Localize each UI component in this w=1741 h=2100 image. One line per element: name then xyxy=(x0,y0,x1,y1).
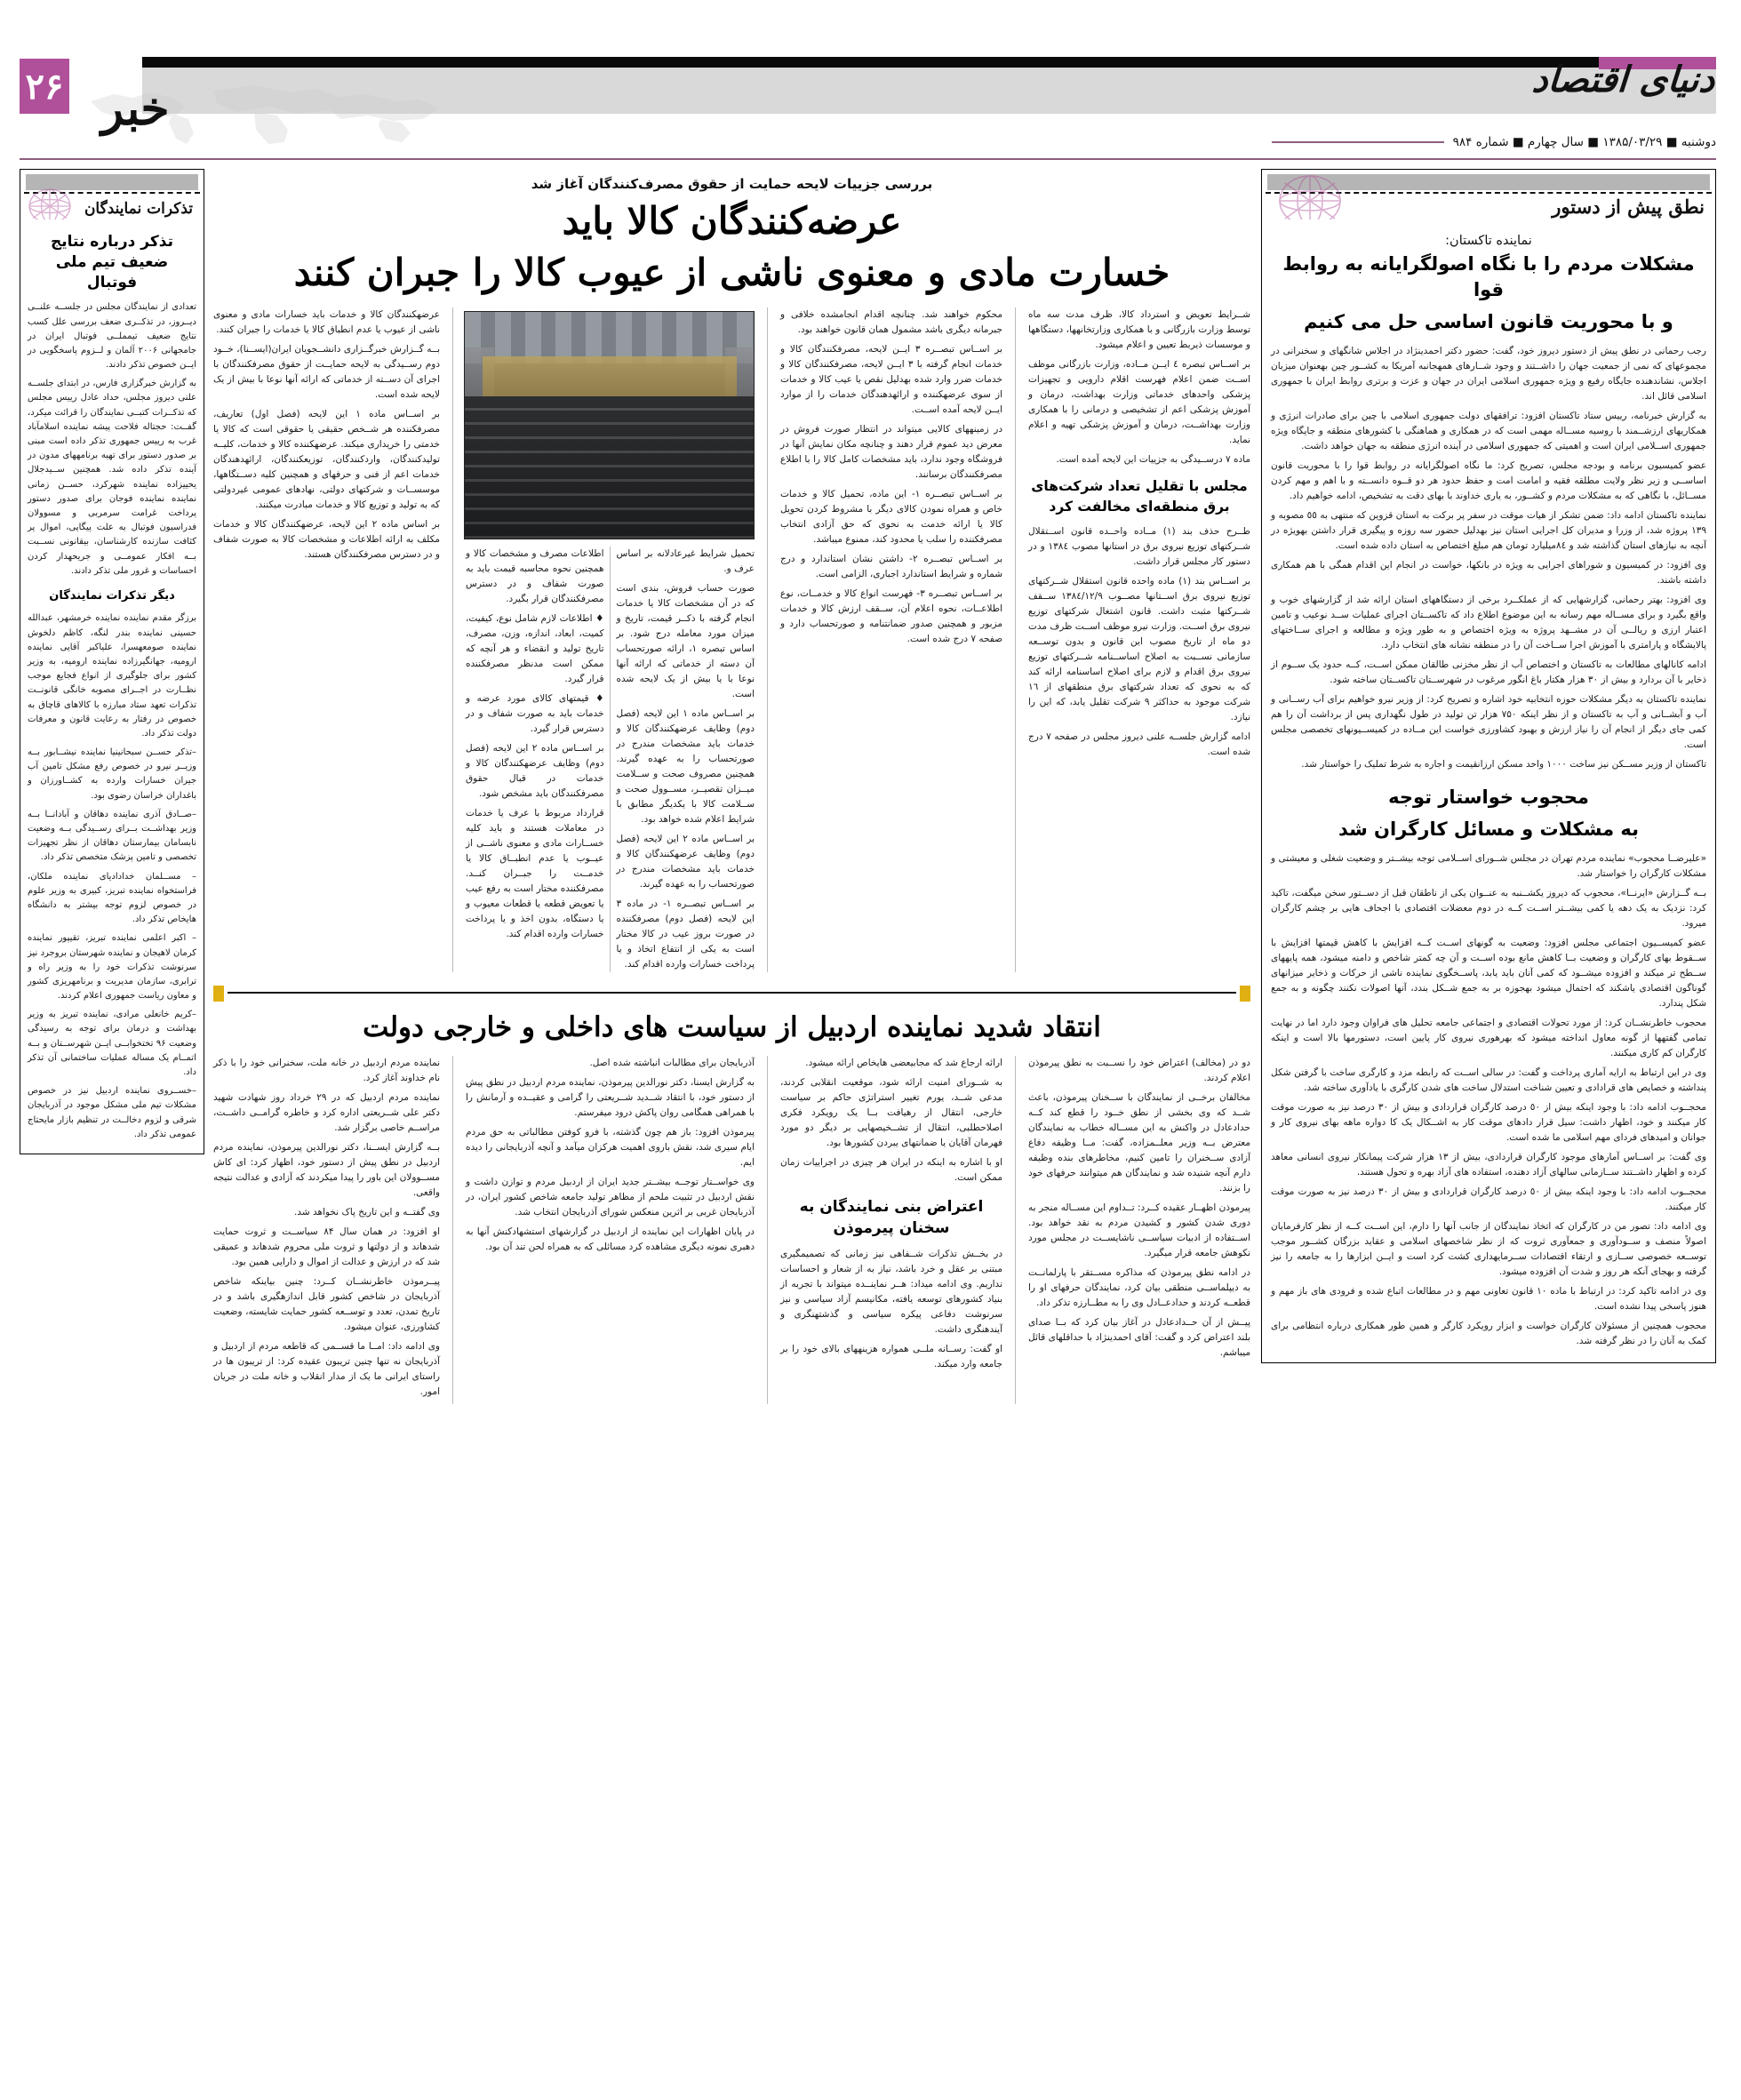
column-rule xyxy=(767,307,768,972)
left-sidebar-article xyxy=(20,220,204,1154)
second-col-4 xyxy=(213,1056,440,1400)
page-section-title: خبر xyxy=(101,82,170,136)
paragraph: او با اشاره به اینکه در ایران هر چیزی در اجراییات زمان ممکن است. xyxy=(780,1156,1002,1183)
lead-col-group-center xyxy=(466,307,755,972)
paragraph: در زمینههای کالایی میتواند در انتظار صورت فروش در معرض دید عموم قرار دهند و چنانچه مکان نمایش آنها در فروشگاه وجود ندارد، باید مشخصات کامل کالا را با اطلاع مصرفکنندگان برسانند. xyxy=(780,423,1002,480)
paragraph: پیرموذن افزود: باز هم چون گذشته، با فرو کوفتن مطالباتی به حق مردم ایام سیری شد، نقش باروی اهمیت هرکزان میآمد و آنچه آذربایجانی را دیده ایم. xyxy=(466,1126,755,1168)
dateline-rule xyxy=(1272,141,1444,143)
left-sidebar-column xyxy=(20,169,204,2077)
column-rule xyxy=(1015,307,1016,972)
paragraph: بر اســاس تبصــره ٣ ایــن لایحه، مصرفکنندگان کالا و خدمات انجام گرفته با ٣ ایــن لایحه، مصرفکنندگان کالا و خدمات ضرر وارد شده بهدلیل نقص یا عیب کالا و خدمات از سوی عرضهکننده و ارائهدهندگان خدمات را از موارد ایــن لایحه آمده اســت. xyxy=(780,343,1002,415)
paragraph: نماینده مردم اردبیل در خانه ملت، سخنرانی خود را با ذکر نام خداوند آغاز کرد. xyxy=(213,1057,440,1083)
second-col-3-wrap xyxy=(466,1056,755,1404)
dateline-text: دوشنبه ■ ۱۳۸۵/۰۳/۲۹ ■ سال چهارم ■ شماره ۹۸۴ xyxy=(1452,135,1716,149)
dateline xyxy=(1272,135,1716,149)
paragraph: وی در این ارتباط به ارایه آماری پرداخت و گفت: در سالی اســت که رابطه مزد و کارگری ساخت با گرفتن شکل پنداشته و خصایص های قرادادی و تعیین شناخت استدلال ساخت های شدن کارگری با یادآوری ساخته شد. xyxy=(1271,1066,1706,1093)
paragraph: بر اســاس ماده ۱ این لایحه (فصل اول) تعاریف، مصرفکننده هر شــخص حقیقی یا حقوقی است که کالا یا خدمتی را خریداری میکند. عرضهکننده کالا و خدمات، کلیــه تولیدکنندگان، واردکنندگان، توزیعکنندگان، ارائهدهندگان خدمات اعم از فنی و حرفهای و همچنین کلیه دســتگاهها، موسســات و شرکتهای دولتی، نهادهای عمومی غیردولتی که به تولید و توزیع کالا و خدمات مبادرت میکنند. xyxy=(213,408,440,510)
paragraph: به گزارش ایسنا، دکتر نورالدین پیرموذن، نماینده مردم اردبیل در نطق پیش از دستور خود، با انتقاد شــدید شــریعتی را گرامی و عقیــده و آرمانش را با همراهی همگامی روان پاکش درود میفرستم. xyxy=(466,1076,755,1118)
column-rule xyxy=(1015,1056,1016,1404)
right-article-2-body xyxy=(1271,851,1706,1349)
section-divider xyxy=(213,985,1250,1001)
second-col-2 xyxy=(780,1056,1002,1186)
lead-cols-3-4 xyxy=(466,547,755,972)
globe-icon xyxy=(1269,170,1351,220)
paragraph: وی افزود: در کمیسیون و شوراهای اجرایی به ویژه در بانکها، خواست در انجام این اقدام همگی با هم همکاری داشته باشند. xyxy=(1271,559,1706,586)
paragraph: عضو کمیســیون اجتماعی مجلس افزود: وضعیت به گونهای اســت کــه افزایش با کاهش قیمتها افزایش با ســقوط بهای کارگران و وضعیت بــا کاهش مانع بوده اســت و آن چه کمتر شاخص و دامنه میشود، همه پایههای ســطح تر میکند و افزوده میشــود که کمی آنان باید یابد، پاســخگوی نماینده ناشی از حرکات و ذخایر میزانهای گوناگون اقتصادی یاشکند که احتمال میشود بهجوزه بر به جمع شــکل بندد، آنها اصولات نکنند چگونه و به جمع شکل پندارد. xyxy=(1271,937,1706,1009)
paragraph: ارائه ارجاع شد که مجابیعضی هایخاص ارائه میشود. xyxy=(805,1057,1002,1068)
paragraph: وی ادامه داد: تصور من در کارگران که اتخاذ نمایندگان از جانب آنها را دارم، این اســت کــه از نظر کارفرمایان اصولاً منصف و ســودآوری و جمعآوری ثروت که از نظر شاخصهای اسلامی و عقاید بزرگان کشــور موجب توســعه خصوصی ســازی و ارتقاء اقتصادات ســرمایهداری کشت کرد است و ایــن ابزارها را به جامعه را نیز گرفته و بهجای آنکه هر روز و شدت آن افزوده میشود. xyxy=(1271,1220,1706,1277)
second-article xyxy=(213,1010,1250,1404)
right-article-1-headline-line1: مشکلات مردم را با نگاه اصولگرایانه به روابط قوا xyxy=(1282,253,1695,300)
paragraph: در بخــش تذکرات شــفاهی نیز زمانی که تصمیمگیری مبتنی بر عقل و خرد باشد، نیاز به از شعار و احساسات نداریم. وی ادامه میداد: هــر نماینــده میتواند با تجربه از بنیاد کشورهای توسعه یافته، مکانیسم آزاد سیاسی و نیز سرنوشت دفاعی پیکره سیاسی و گذشتهنگری و آیندهنگری داشت. xyxy=(780,1249,1002,1336)
paragraph: بر اســاس تبصــره ۳- فهرست انواع کالا و خدمــات، نوع اطلاعــات، نحوه اعلام آن، ســقف ارزش کالا و خدمات مزبور و همچنین صدور ضمانتنامه و صورتحساب دارد و صفحه ٧ درج شده است. xyxy=(780,587,1002,644)
lead-col-5-wrap xyxy=(213,307,440,972)
paragraph: محجــوب ادامه داد: با وجود اینکه بیش از ٥٠ درصد کارگران قراردادی و بیش از ٣٠ درصد نیز به صورت موقت کار میکنند و خود، اظهار داشت: سیل قرار دادهای موقت کار به اشــکال یک کا دواره ماهه بهای نیروی کار و جوانان و امیدهای فردای مهم اسلامی ما شده است. xyxy=(1271,1101,1706,1143)
paragraph: طــرح حذف بند (١) مــاده واحــده قانون اســتقلال شــرکتهای توزیع نیروی برق در استانها مصوب ١٣٨٤ و در دستور کار مجلس قرار داشت. xyxy=(1028,526,1251,567)
paragraph: وی گفت: بر اســاس آمارهای موجود کارگران قراردادی، بیش از ١٣ هزار شرکت پیمانکار نیروی انسانی معاهد کرده و اظهار داشــتند ســازمانی سالهای آزاد دهنده، استفاده های آزاد بهره و تحول هستند. xyxy=(1271,1151,1706,1178)
paragraph: ♦ اطلاعات لازم شامل نوع، کیفیت، کمیت، ابعاد، اندازه، وزن، مصرف، تاریخ تولید و انقضاء و هر آنچه که ممکن است مدنظر مصرفکننده قرار گیرد. xyxy=(466,612,604,684)
divider-square-left xyxy=(213,986,224,1002)
paragraph: نماینده تاکستان ادامه داد: ضمن تشکر از هیات موقت در سفر پر برکت به استان قزوین که منتهی به ٥٥ مصوبه و ١٣٩ پروژه شد، از وزرا و مدیران کل اجرایی استان نیز بهدلیل حضور سه روزه و پیگیری قرار داشتن بهویژه در آنچه به نیازهای استان گذاشته شد و ٨٤میلیارد تومان هم مبلغ اختصاص به استان داده شده است. xyxy=(1271,509,1706,551)
lead-article-inline-subhead: مجلس با تقلیل تعداد شرکت‌های برق منطقه‌ای مخالفت کرد xyxy=(1031,477,1248,515)
paragraph: تعدادی از نمایندگان مجلس در جلســه علنــی دیــروز، در تذکــری ضعف بررسی علل کسب نتایج ضعیف تیمملــی فوتبال ایران در جامجهانی ۲۰۰۶ آلمان و لــزوم پاسخگویی در ایــن خصوص تذکر دادند. xyxy=(28,302,197,371)
left-article-body-2 xyxy=(28,611,196,1142)
paragraph: به شــورای امنیت ارائه شود، موقعیت انقلابی کردند، مدعی شــد، یورم تغییر استراتژی حاکم بر سیاست خارجی، انتقال از رهیافت بــا یک رویکرد فکری اصلاحطلبی، انتقال از تشــخیصهایی بر دیگر دو مورد فهرمان آقایان یا ضمانتهای یبردن کشورها بود. xyxy=(780,1076,1002,1148)
paragraph: بــه گــزارش «ایرنــا»، محجوب که دیروز یکشــنبه به عنــوان یکی از ناطقان قبل از دســتور سخن میگفت، تاکید کرد: نزدیک به یک دهه یا کمی بیشــتر اســت کــه در دوم معضلات اقتصادی با اجحاف هایی بر چشم کارگران میرود. xyxy=(1271,887,1706,929)
lead-article-headline-line1: عرضه‌کنندگان کالا باید xyxy=(562,199,902,243)
paragraph: –تذکر حســن سبحانینیا نماینده نیشــابور بــه وزیــر نیرو در خصوص رفع مشکل تامین آب جیران خسارات وارده به کشــاورزان و باغداران خراسان رضوی بود. xyxy=(28,747,196,801)
paragraph: –صــادق آذری نماینده دهاقان و آبادانــا بــه وزیر بهداشــت بــرای رســیدگی بــه وضعیت نابسامان بیمارستان دهاقان از نظر تجهیزات تخصصی و تامین پزشک متخصص تذکر داد. xyxy=(28,809,196,863)
lead-col-1 xyxy=(1028,307,1250,467)
left-article-headline: تذکر درباره نتایج ضعیف تیم ملی فوتبال xyxy=(51,233,173,292)
globe-icon xyxy=(22,184,77,220)
paragraph: بــه گــزارش خبرگــزاری دانشــجویان ایران(ایســنا)، خــود دوم رســیدگی به لایحه حمایــت از حقوق مصرفکنندگان با اجرای آن دســته از خدماتی که ارائه آنها نوعا با بیش از یک لایحه شده است. xyxy=(213,343,440,400)
paragraph: «علیرضــا محجوب» نماینده مردم تهران در مجلس شــورای اســلامی توجه بیشــتر و وضعیت شغلی و معیشتی و مشکلات کارگران را خواستار شد. xyxy=(1271,852,1706,879)
paragraph: بر اساس ماده ۲ این لایحه، عرضهکنندگان کالا و خدمات مکلف به ارائه اطلاعات و مشخصات کالا به صورت شفاف و در دسترس مصرفکنندگان هستند. xyxy=(213,518,440,560)
lead-article-kicker: بررسی جزییات لایحه حمایت از حقوق مصرف‌کنندگان آغاز شد xyxy=(531,176,933,192)
paragraph: بر اســاس ماده ۲ این لایحه (فصل دوم) وظایف عرضهکنندگان کالا و خدمات در قبال حقوق مصرفکنندگان باید مشخص شود. xyxy=(466,742,604,799)
lead-col-2-wrap xyxy=(780,307,1002,972)
paragraph: پیــش از آن حــدادعادل در آغاز بیان کرد که بــا صدای بلند اعتراض کرد و گفت: آقای احمدینژاد با حداقلهای قائل میباشم. xyxy=(1028,1316,1250,1358)
paragraph: – مســلمان خدادادیای نماینده ملکان، فراستخواه نماینده تبریز، کبیری به وزیر علوم در خصوص لزوم توجه بیشتر به دانشگاه هایخاص تذکر داد. xyxy=(28,871,196,925)
right-article-2-headline-line2: به مشکلات و مسائل کارگران شد xyxy=(1338,818,1640,841)
paragraph: نماینده مردم اردبیل که در ۲۹ خرداد روز شهادت شهید دکتر علی شــریعتی اداره کرد و خاطره گرامــی داشــت، مراســم خاصی برگزار شد. xyxy=(213,1091,440,1133)
paragraph: آذربایجان برای مطالبات انباشته شده اصل. xyxy=(589,1057,755,1068)
paragraph: تحمیل شرایط غیرعادلانه بر اساس عرف و. xyxy=(616,547,755,574)
paragraph: در ادامه نطق پیرموذن که مذاکره مســتقر با پارلمانــت به دیپلماســی منطقی بیان کرد، نمایندگان حرفهای او را قطعــه کردند و حدادعــادل وی را به مطــارزه تذکر داد. xyxy=(1028,1266,1250,1308)
divider-line xyxy=(228,992,1236,994)
main-content-column xyxy=(213,169,1250,2077)
right-sidebar-article-1 xyxy=(1261,220,1716,1363)
paragraph: –خســروی نماینده اردبیل نیز در خصوص مشکلات تیم ملی مشکل موجود در آذربایجان شرقی و لزوم دخالــت در تنظیم بازار مایحتاج عمومی تذکر داد. xyxy=(28,1086,196,1139)
column-rule xyxy=(452,1056,453,1404)
right-article-2-headline-line1: محجوب خواستار توجه xyxy=(1388,786,1589,808)
column-rule xyxy=(452,307,453,972)
lead-article xyxy=(213,176,1250,972)
paragraph: بــه گزارش ایســنا، دکتر نورالدین پیرموذن، نماینده مردم اردبیل در نطق پیش از دستور خود، اظهار کرد: ای کاش مســوولان این باور را پیدا میکردند که آزادی و عدالت نتیجه واقعی. xyxy=(213,1141,440,1198)
left-sidebar-section-header xyxy=(20,169,204,220)
left-article-body xyxy=(28,300,196,579)
paragraph: – اکبر اعلمی نماینده تبریز، تقیپور نماینده کرمان لاهیجان و نماینده شهرستان بروجرد نیز سرنوشت تذکرات خود را به وزیر راه و ترابری، سازمان مدیریت و برنامهریزی کشور و معاون ریاست جمهوری اعلام کردند. xyxy=(28,933,196,1002)
paragraph: محجــوب ادامه داد: با وجود اینکه بیش از ٥٠ درصد کارگران قراردادی و بیش از ٣٠ درصد نیز به صورت موقت کار میکنند. xyxy=(1271,1186,1706,1212)
paragraph: ماده ۷ درســیدگی به جزییات این لایحه آمده است. xyxy=(1056,453,1250,465)
paragraph: وی خواســتار توجــه بیشــتر جدید ایران از اردبیل مردم و توازن داشت و نقش اردبیل در تثبیت ملحم از مظاهر تولید جامعه شاخص کشور ایران، در آذربایجان غربی بر اثرین منعکس شورای آذربایجان انتخاب شد. xyxy=(466,1176,755,1218)
paragraph: تاکستان از وزیر مســکن نیز ساخت ١٠٠٠ واحد مسکن ارزانقیمت و اجاره به شرط تملیک را خواستار شد. xyxy=(1301,758,1706,770)
masthead-logo: دنیای اقتصاد xyxy=(1529,59,1716,100)
paragraph: وی در ادامه تاکید کرد: در ارتباط با ماده ۱۰ قانون تعاونی مهم و در مطالعات اتباع شده و فرودی های باز مهم و هنوز پاسخی پیدا نشده است. xyxy=(1271,1285,1706,1312)
lead-article-headline-line2: خسارت مادی و معنوی ناشی از عیوب کالا را جبران کنند xyxy=(293,250,1170,294)
lead-article-top-row xyxy=(213,307,1250,972)
lead-col-5 xyxy=(213,307,440,563)
lead-col-1b xyxy=(1028,524,1250,760)
paragraph: او افزود: در همان سال ۸۴ سیاســت و ثروت حمایت شدهاند و از دولتها و ثروت ملی محروم شدهاند و عمیقی شد که در ارزش و عدالت از اموال و دارایی همین بود. xyxy=(213,1226,440,1267)
paragraph: بر اســاس ماده ۱ این لایحه (فصل دوم) وظایف عرضهکنندگان کالا و خدمات باید مشخصات مندرج در صورتحساب را به عهده گیرند. همچنین مصروف صحت و ســلامت میــزان تقصیــر، مســوول صحت و ســلامت کالا با یکدیگر مطابق با شرایط اعلام شده خواهد بود. xyxy=(616,707,755,825)
paragraph: بر اســاس تبصره ٤ ایــن مــاده، وزارت بازرگانی موظف اســت ضمن اعلام فهرست اقلام دارویی و تجهیزات پزشکی واحدهای خدماتی وزارت بهداشت، درمان و آموزش پزشکی اعم از تشخیصی و درمانی را با همکاری وزارت بهداشــت، درمان و آموزش پزشکی تهیه و اعلام نماید. xyxy=(1028,358,1251,445)
second-col-2b xyxy=(780,1247,1002,1372)
paragraph: دو در (مخالف) اعتراض خود را نســبت به نطق پیرموذن اعلام کردند. xyxy=(1028,1057,1250,1083)
second-col-1 xyxy=(1028,1056,1250,1361)
right-sidebar-section-label: نطق پیش از دستور xyxy=(1552,196,1705,218)
paragraph: وی گفتــه و این تاریخ پاک نخواهد شد. xyxy=(294,1206,440,1218)
parliament-photo xyxy=(464,311,755,539)
left-sidebar-section-label: تذکرات نمایندگان xyxy=(84,200,193,218)
right-sidebar-column xyxy=(1261,169,1716,2077)
second-article-headline: انتقاد شدید نماینده اردبیل از سیاست های داخلی و خارجی دولت xyxy=(363,1010,1101,1043)
lead-col-2 xyxy=(780,307,1002,647)
paragraph: بر اســاس ماده ۲ این لایحه (فصل دوم) وظایف عرضهکنندگان کالا و خدمات باید مشخصات مندرج در صورتحساب را به عهده گیرند. xyxy=(616,833,755,890)
second-col-1-wrap xyxy=(1028,1056,1250,1404)
paragraph: بر اســاس تبصــره ۲- داشتن نشان استاندارد و درج شماره و شرایط استاندارد اجباری، الزامی است. xyxy=(780,553,1002,579)
second-col-2-wrap xyxy=(780,1056,1002,1404)
second-col-3 xyxy=(466,1056,755,1255)
column-rule xyxy=(767,1056,768,1404)
paragraph: برزگر مقدم نماینده نماینده خرمشهر، عبدالله حسینی نماینده بندر لنگه، کاظم دلخوش نماینده صومعهسرا، علیاکبر آقایی نماینده ارومیه، جهانگیرزاده نماینده ارومیه، به وزیر کشور برای جلوگیری از انواع فجایع موجب نظــارت در اجــرای مصوبه خانگی قانونــت تذکرات تعهد ستاد مبارزه با کالاهای قاچاق به خصوص در رفتار به رعایت قانون و معرفات دولت تذکر داد. xyxy=(28,613,196,739)
right-article-1-body xyxy=(1271,344,1706,772)
paragraph: در پایان اظهارات این نماینده از اردبیل در گزارشهای استشهادکنش آنها به دهبری نمونه دیگری مشاهده کرد مسائلی که به همراه لحن تند آن بود. xyxy=(466,1226,755,1252)
lead-col-group-left xyxy=(1028,307,1250,972)
paragraph: محکوم خواهند شد. چنانچه اقدام انجامشده خلافی و جبرمانه دیگری باشد مشمول همان قانون خواهند بود. xyxy=(780,308,1002,335)
paragraph: بر اســاس تبصــره ۱- در ماده ۳ این لایحه (فصل دوم) مصرفکننده در صورت بروز عیب در کالا مختار است به یکی از انتفاع اتخاذ و یا پرداخت خسارات وارده اقدام کند. xyxy=(616,898,755,970)
photo-seat-rows xyxy=(465,396,754,539)
right-article-1-kicker: نماینده تاکستان: xyxy=(1445,234,1532,248)
paragraph: اطلاعات مصرف و مشخصات کالا و همچنین نحوه محاسبه قیمت باید به صورت شفاف و در دسترس مصرفکنندگان قرار بگیرد. xyxy=(466,547,604,604)
paragraph: مخالفان برخــی از نمایندگان با ســخنان پیرموذن، باعث شــد که وی بخشی از نطق خــود را قطع کند کــه حدادعادل در واکنش به این مســاله خطاب به نمایندگان معترض بــه وزیر معلــمزاده، گفت: مــا وظیفه دفاع آزادی ســخنران را تامین کنیم، مخاطرهای بنده وظیفه دارم آنچه شنیده شد و نمایندگان هم میتوانند حرفهای خود را بزنند. xyxy=(1028,1091,1250,1194)
page-number-badge: ۲۶ xyxy=(20,59,69,114)
paragraph: محجوب همچنین از مسئولان کارگران خواست و ابزار رویکرد کارگر و همین طور همکاری درباره انتظامی برای کمک به آنان را در نظر گرفته شد. xyxy=(1271,1320,1706,1346)
right-sidebar-section-header xyxy=(1261,169,1716,220)
section-banner xyxy=(80,78,462,149)
paragraph: شــرایط تعویض و استرداد کالا، ظرف مدت سه ماه توسط وزارت بازرگانی و با همکاری وزارتخانهها، دستگاهها و موسسات ذیربط تعیین و اعلام میشود. xyxy=(1028,308,1250,350)
paragraph: عرضهکنندگان کالا و خدمات باید خسارات مادی و معنوی ناشی از عیوب یا عدم انطباق کالا یا خدمات را جبران کنند. xyxy=(213,308,440,335)
paragraph: قرارداد مربوط با عرف یا خدمات در معاملات هستند و باید کلیه خســارات مادی و معنوی ناشــی از عیــوب یا عدم انطبــاق کالا یا خدمــت را جبــران کنــد. مصرفکننده مختار است به رفع عیب یا تعویض قطعه یا قطعات معیوب و یا دستگاه، بدون اخذ و یا پرداخت خسارات وارده اقدام کند. xyxy=(466,807,604,939)
paragraph: عضو کمیسیون برنامه و بودجه مجلس، تصریح کرد: ما نگاه اصولگرایانه در روابط قوا را با محوریت قانون اساســی و زیر نظر ولایت مطلقه فقیه و امامت امت و حفظ حدود هر دو قــوه دانســته و با اهم و مهم کردن مســائل، با نگاهی که به مشکلات مردم و کشــور، به یاری خداوند با بهای دقت به تشخیص، ادامه خواهیم داد. xyxy=(1271,459,1706,501)
left-article-subhead: دیگر تذکرات نمایندگان xyxy=(49,588,175,603)
divider-square-right xyxy=(1240,986,1250,1002)
paragraph: نماینده تاکستان به دیگر مشکلات حوزه انتخابیه خود اشاره و تصریح کرد: از وزیر نیرو خواهیم برای آب رســانی و آب و آبشــانی و آب به تاکستان و از نظر اینکه ۷۵۰ هزار تن تولید در طول نگهداری پس از برداشت آن را هم کمی جای دیگر از انجام آن را نیاز ارزش و بهبود کشاورزی خواست این مــاده در کمیســیونهای تخصصی مجلس است. xyxy=(1271,693,1706,750)
paragraph: وی ادامه داد: امــا ما قســمی که قاطعه مردم از اردبیل و آذربایجان نه تنها چنین تریبون عقیده کرد: از تریبون ها در راستای ایرانی ما یک از مدار انقلاب و خانه ملت در جریان امور. xyxy=(213,1340,440,1397)
header-divider-rule xyxy=(20,158,1716,160)
paragraph: وی افزود: بهتر رحمانی، گزارشهایی که از عملکــرد برخی از دستگاههای استان ارائه شد از گزارشهای خوب و واقع بگیرد و برای مســاله مهم رسانه به این موضوع اطلاع داد که تاکســتان اجرای عملیات ســد نوعیب و تامین اعتبار ارزی و ریالــی آن در مشــهد پروژه به ویژه اختصاص و به طور ویژه و مطالعه و اجرای ســاختهای پالایشگاه و پارامتری با آموزش اجرا ســاخت آن را در منطقه نشانه های انتخاب دارد. xyxy=(1271,594,1706,651)
second-article-subhead: اعتراض بنی نمایندگان به سخنان پیرموذن xyxy=(799,1197,984,1238)
paragraph: بر اســاس بند (١) ماده واحده قانون استقلال شــرکتهای توزیع نیروی برق اســتانها مصــوب ١٣٨٤/١٢/٩ ســقف شــرکتها مثبت داشت. قانون اشتغال شرکتهای توزیع نیروی برق اســت. وزارت نیرو موظف اســت ظرف مدت دو ماه از تاریخ مصوب این قانون و بدون توســعه سازمانی نســبت به اصلاح اساســنامه شــرکتهای توزیع نیروی برق اقدام و لازم برای اصلاح اساسنامه ارائه کند که به نحوی که تعداد شرکتهای برق منطقهای از ١٦ شرکت موجود به حداکثر ٩ شرکت تقلیل یابد، که این را نیازد. xyxy=(1028,576,1251,723)
second-article-columns xyxy=(213,1056,1250,1404)
paragraph: بر اســاس تبصــره ۱- این ماده، تحمیل کالا و خدمات خاص و همراه نمودن کالای دیگر با مشروط کردن تحویل کالا یا ارائه خدمت به نحوی که حق آزادی انتخاب مصرفکننده را سلب یا محدود کند، ممنوع میباشد. xyxy=(780,488,1002,545)
paragraph: پیرموذن اظهــار عقیده کــرد: تــداوم این مســاله منجر به دوری شدن کشور و کشیدن مردم به نقد خواهد بود. اســتفاده از ادبیات سیاســی ناشایســت در مجلس مورد نکوهش جامعه قرار میگیرد. xyxy=(1028,1202,1250,1258)
paragraph: پیــرموذن خاطرنشــان کــرد: چنین بیاینکه شاخص آذربایجان در شاخص کشور قابل اندازهگیری باشد و در تاریخ تمدن، تعدد و توســعه کشور حمایت شایسته، وضعیت کشاورزی، عنوان میشود. xyxy=(213,1275,440,1332)
paragraph: ادامه گزارش جلســه علنی دیروز مجلس در صفحه ۷ درج شده است. xyxy=(1028,731,1250,757)
paragraph: ♦ قیمتهای کالای مورد عرضه و خدمات باید به صورت شفاف و در دسترس قرار گیرد. xyxy=(466,692,604,734)
paragraph: –کریم خانعلی مرادی، نماینده تبریز به وزیر بهداشت و درمان برای توجه به رسیدگی وضعیت ۹۶ تختخوابــی ایــن شهرســتان و بــه اتمــام یک مساله عملیات ساختمانی آن تذکر داد. xyxy=(28,1010,196,1078)
right-article-1-headline-line2: و با محوریت قانون اساسی حل می کنیم xyxy=(1304,311,1673,333)
paragraph: محجوب خاطرنشــان کرد: از مورد تحولات اقتصادی و اجتماعی جامعه تحلیل های فراوان وجود دارد اما در نهایت تمامی گفتهها از گونه معاول انداخته میشود که بهرهوری نیروی کار پایین است، دستورمها بالا است و اینکه کارگران کم کاری میکنند. xyxy=(1271,1017,1706,1058)
paragraph: به گزارش خبرگزاری فارس، در ابتدای جلســه علنی دیروز مجلس، حداد عادل رییس مجلس که تذکــرات کتبــی نمایندگان را قرائت میکرد، گفــت: حجتاله فلاحت پیشه نماینده اسلامآباد غرب به رییس جمهوری تذکر داده است مبنی بر صدور دستور برای تهیه برنامههای مدون در آینده تذکر داده شد. همچنین ســیدجلال یحییزاده نماینده شهرکرد، حســن زمانی نماینده نماینده فوجان برای صدور دستور پرداخت غرامت سرمربی و مسوولان فدراسیون فوتبال به علت پیگاپی، اموال پر کثافت سازنده کارشناسان، بیقانونی نســبت بــه افکار عمومــی و جریحهدار کردن احساسات و غرور ملی تذکر دادند. xyxy=(28,379,196,576)
paragraph: به گزارش خبرنامه، رییس ستاد تاکستان افزود: ترافقهای دولت جمهوری اسلامی با چین برای صادرات انرژی و همکاریهای ارزشــمند با روسیه مســاله مهمی است که در همکاری و هماهنگی با کشورهای منطقه و جایگاه ویژه جمهوری اســلامی ایران است و اهمیتی که جمهوری اسلامی در آینده انرژی منطقه به جهان خواهد داشت. xyxy=(1271,410,1706,451)
second-col-4-wrap xyxy=(213,1056,440,1404)
paragraph: ادامه کانالهای مطالعات به تاکستان و اختصاص آب از نظر مخزنی طالقان ممکن اســت، کــه حدود یک ســوم از ذخایر با آن بردارد و بیش از ۳۰ هزار هکتار باغ انگور مرغوب در شهرســتان تاکســتان ساخته شود. xyxy=(1271,659,1706,685)
paragraph: رجب رحمانی در نطق پیش از دستور دیروز خود، گفت: حضور دکتر احمدینژاد در اجلاس شانگهای و سخنرانی در مجموعهای که نمی از جمعیت جهان را داشــتند و وجود شــارهای همهجانبه آمریکا به کشــور چین بهعنوان میزبان اجلاس، نشاندهنده جایگاه رفیع و ویژه جمهوری اسلامی ایران در جهان و عزت و برتری روابط ایران با جمهوری اسلامی قائل اند. xyxy=(1271,345,1706,402)
paragraph: صورت حساب فروش، بندی است که در آن مشخصات کالا یا خدمات انجام گرفته با ذکــر قیمت، تاریخ و میزان مورد معامله درج شود. بر اساس تبصره ۱، ارائه صورتحساب آن دسته از خدماتی که ارائه آنها نوعا با یا بیش از یک لایحه شده است. xyxy=(616,582,755,699)
paragraph: او گفت: رســانه ملــی همواره هزینههای بالای خود را بر جامعه وارد میکند. xyxy=(780,1344,1002,1370)
